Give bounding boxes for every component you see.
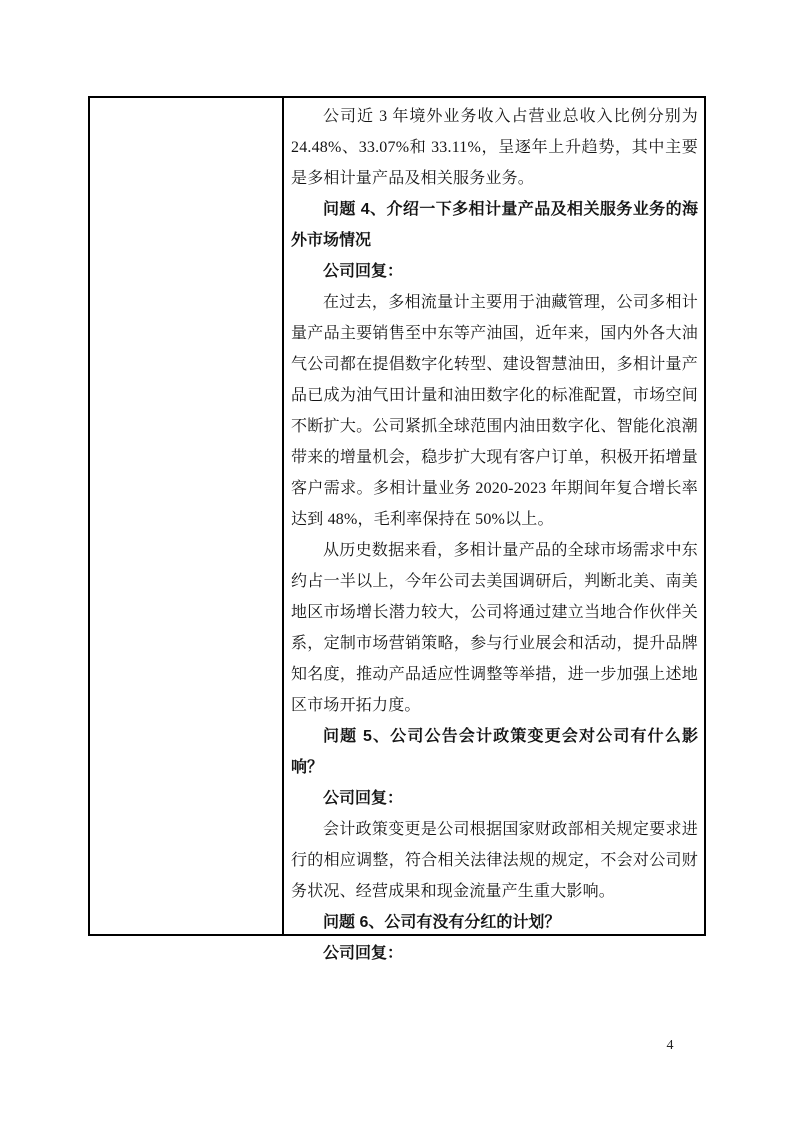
table-left-cell <box>90 98 284 934</box>
table-right-cell <box>284 98 704 962</box>
paragraph-q4-answer-part2: 从历史数据来看，多相计量产品的全球市场需求中东约占一半以上，今年公司去美国调研后，判断北美、南美地区市场增长潜力较大，公司将通过建立当地合作伙伴关系，定制市场营销策略，参与行业展会和活动，提升品牌知名度，推动产品适应性调整等举措，进一步加强上述地区市场开拓力度。 <box>291 542 698 714</box>
question-5-heading: 问题 5、公司公告会计政策变更会对公司有什么影响？ <box>291 728 698 776</box>
question-6-heading: 问题 6、公司有没有分红的计划？ <box>323 914 561 931</box>
paragraph-overseas-revenue-ratio: 公司近 3 年境外业务收入占营业总收入比例分别为 24.48%、33.07%和 33.11%，呈逐年上升趋势，其中主要是多相计量产品及相关服务业务。 <box>291 108 698 187</box>
page-number: 4 <box>666 1038 674 1053</box>
qa-continuation-table <box>88 96 706 962</box>
paragraph-q5-answer: 会计政策变更是公司根据国家财政部相关规定要求进行的相应调整，符合相关法律法规的规定，不会对公司财务状况、经营成果和现金流量产生重大影响。 <box>291 821 698 900</box>
company-reply-label-q4: 公司回复： <box>323 263 404 280</box>
company-reply-label-q6: 公司回复： <box>323 945 404 962</box>
company-reply-label-q5: 公司回复： <box>323 790 404 807</box>
question-4-heading: 问题 4、介绍一下多相计量产品及相关服务业务的海外市场情况 <box>291 201 698 249</box>
paragraph-q4-answer-part1: 在过去，多相流量计主要用于油藏管理，公司多相计量产品主要销售至中东等产油国，近年来，国内外各大油气公司都在提倡数字化转型、建设智慧油田，多相计量产品已成为油气田计量和油田数字化的标准配置，市场空间不断扩大。公司紧抓全球范围内油田数字化、智能化浪潮带来的增量机会，稳步扩大现有客户订单，积极开拓增量客户需求。多相计量业务 2020-2023 年期间年复合增长率达到 48%，毛利率保持在 50%以上。 <box>291 294 698 528</box>
